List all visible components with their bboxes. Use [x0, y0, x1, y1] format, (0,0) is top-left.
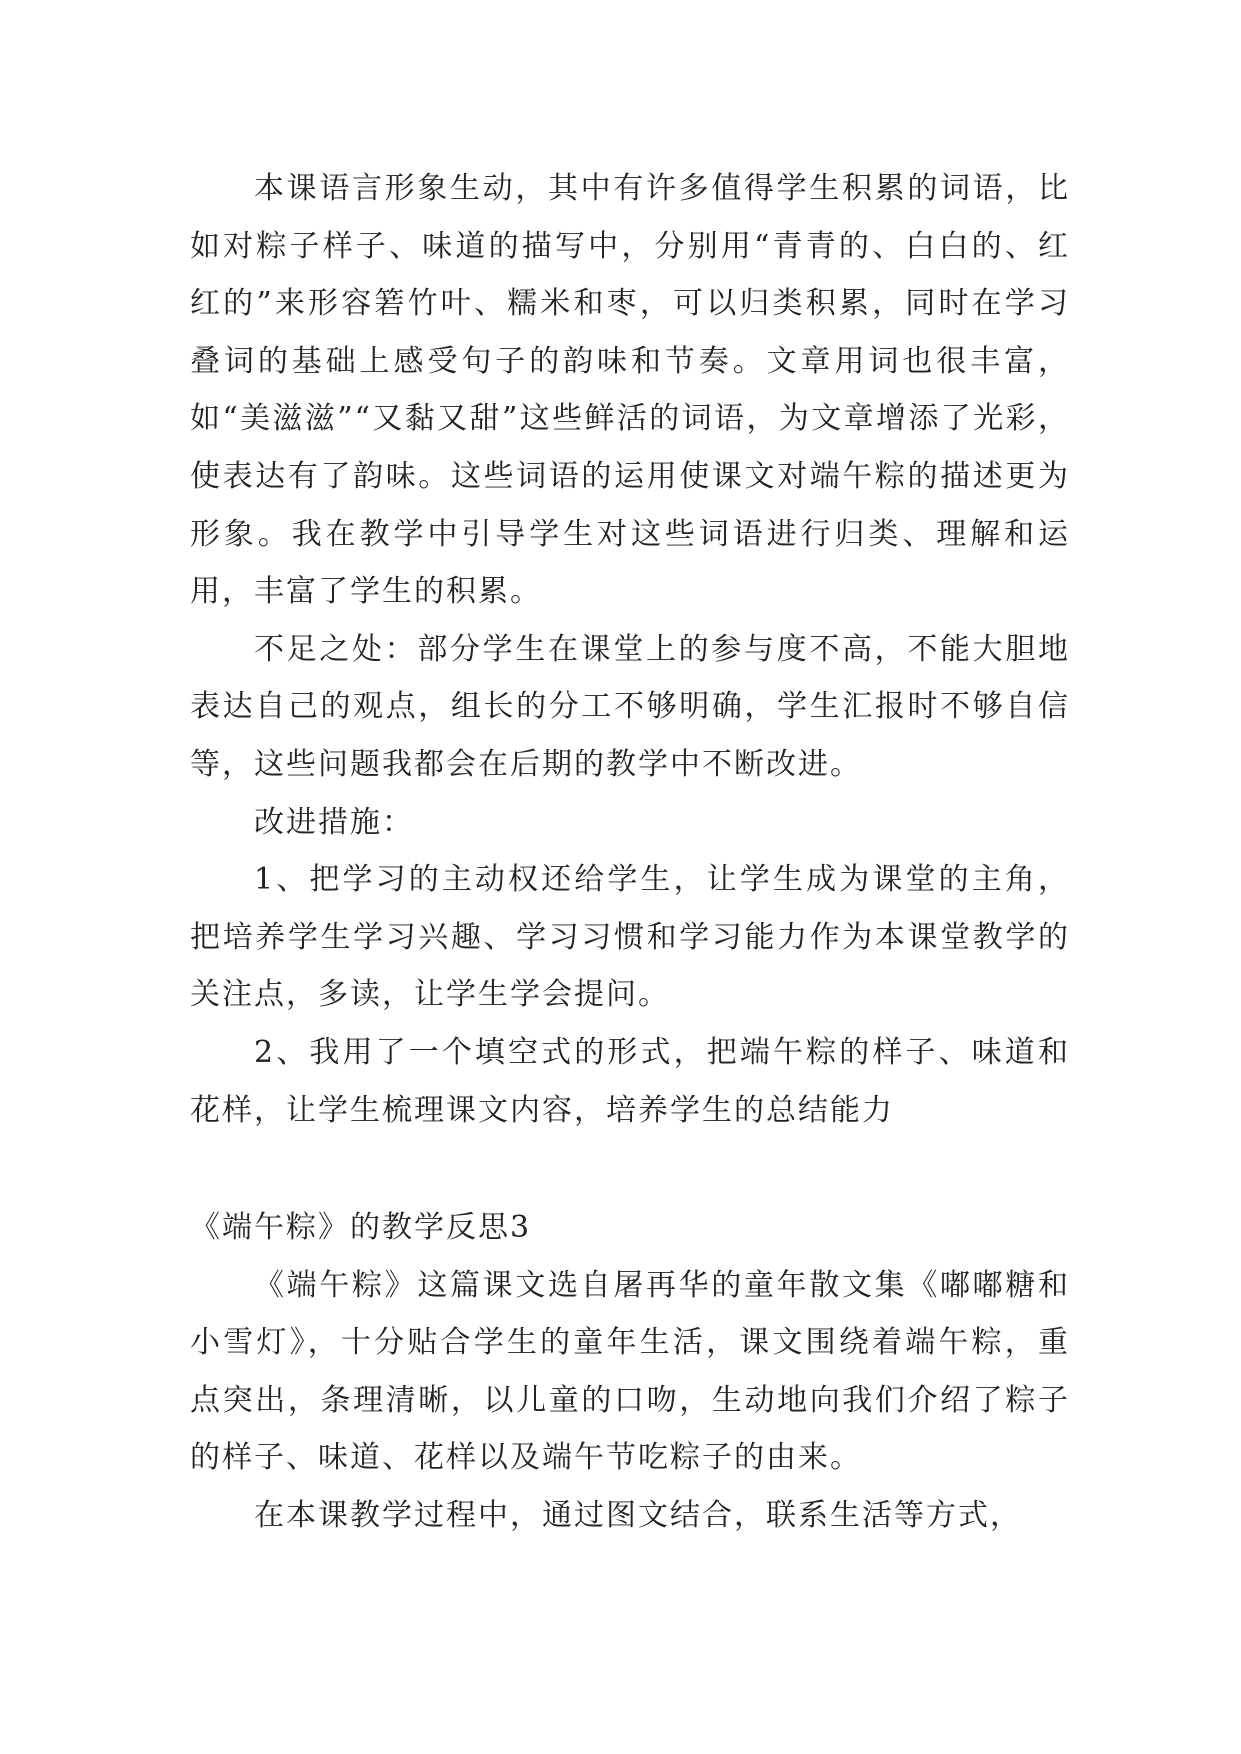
paragraph-improvements-heading: 改进措施：: [254, 804, 414, 840]
paragraph-intro: 《端午粽》这篇课文选自屠再华的童年散文集《嘟嘟糖和小雪灯》，十分贴合学生的童年生活，课文围绕着端午粽，重点突出，条理清晰，以儿童的口吻，生动地向我们介绍了粽子的样子、味道、花样以及端午节吃粽子的由来。: [190, 1267, 1070, 1476]
paragraph-teaching-process: 在本课教学过程中，通过图文结合，联系生活等方式，: [254, 1498, 1022, 1534]
paragraph-improvement-2: 2、我用了一个填空式的形式，把端午粽的样子、味道和花样，让学生梳理课文内容，培养学生的总结能力: [190, 1034, 1070, 1128]
document-body: [190, 160, 1070, 1545]
section-title: 《端午粽》的教学反思3: [190, 1210, 532, 1246]
paragraph-shortcomings: 不足之处：部分学生在课堂上的参与度不高，不能大胆地表达自己的观点，组长的分工不够明确，学生汇报时不够自信等，这些问题我都会在后期的教学中不断改进。: [190, 631, 1070, 782]
paragraph-improvement-1: 1、把学习的主动权还给学生，让学生成为课堂的主角，把培养学生学习兴趣、学习习惯和学习能力作为本课堂教学的关注点，多读，让学生学会提问。: [190, 862, 1070, 1013]
paragraph-vocabulary: 本课语言形象生动，其中有许多值得学生积累的词语，比如对粽子样子、味道的描写中，分别用“青青的、白白的、红红的”来形容箬竹叶、糯米和枣，可以归类积累，同时在学习叠词的基础上感受句子的韵味和节奏。文章用词也很丰富，如“美滋滋”“又黏又甜”这些鲜活的词语，为文章增添了光彩，使表达有了韵味。这些词语的运用使课文对端午粽的描述更为形象。我在教学中引导学生对这些词语进行归类、理解和运用，丰富了学生的积累。: [190, 171, 1070, 610]
